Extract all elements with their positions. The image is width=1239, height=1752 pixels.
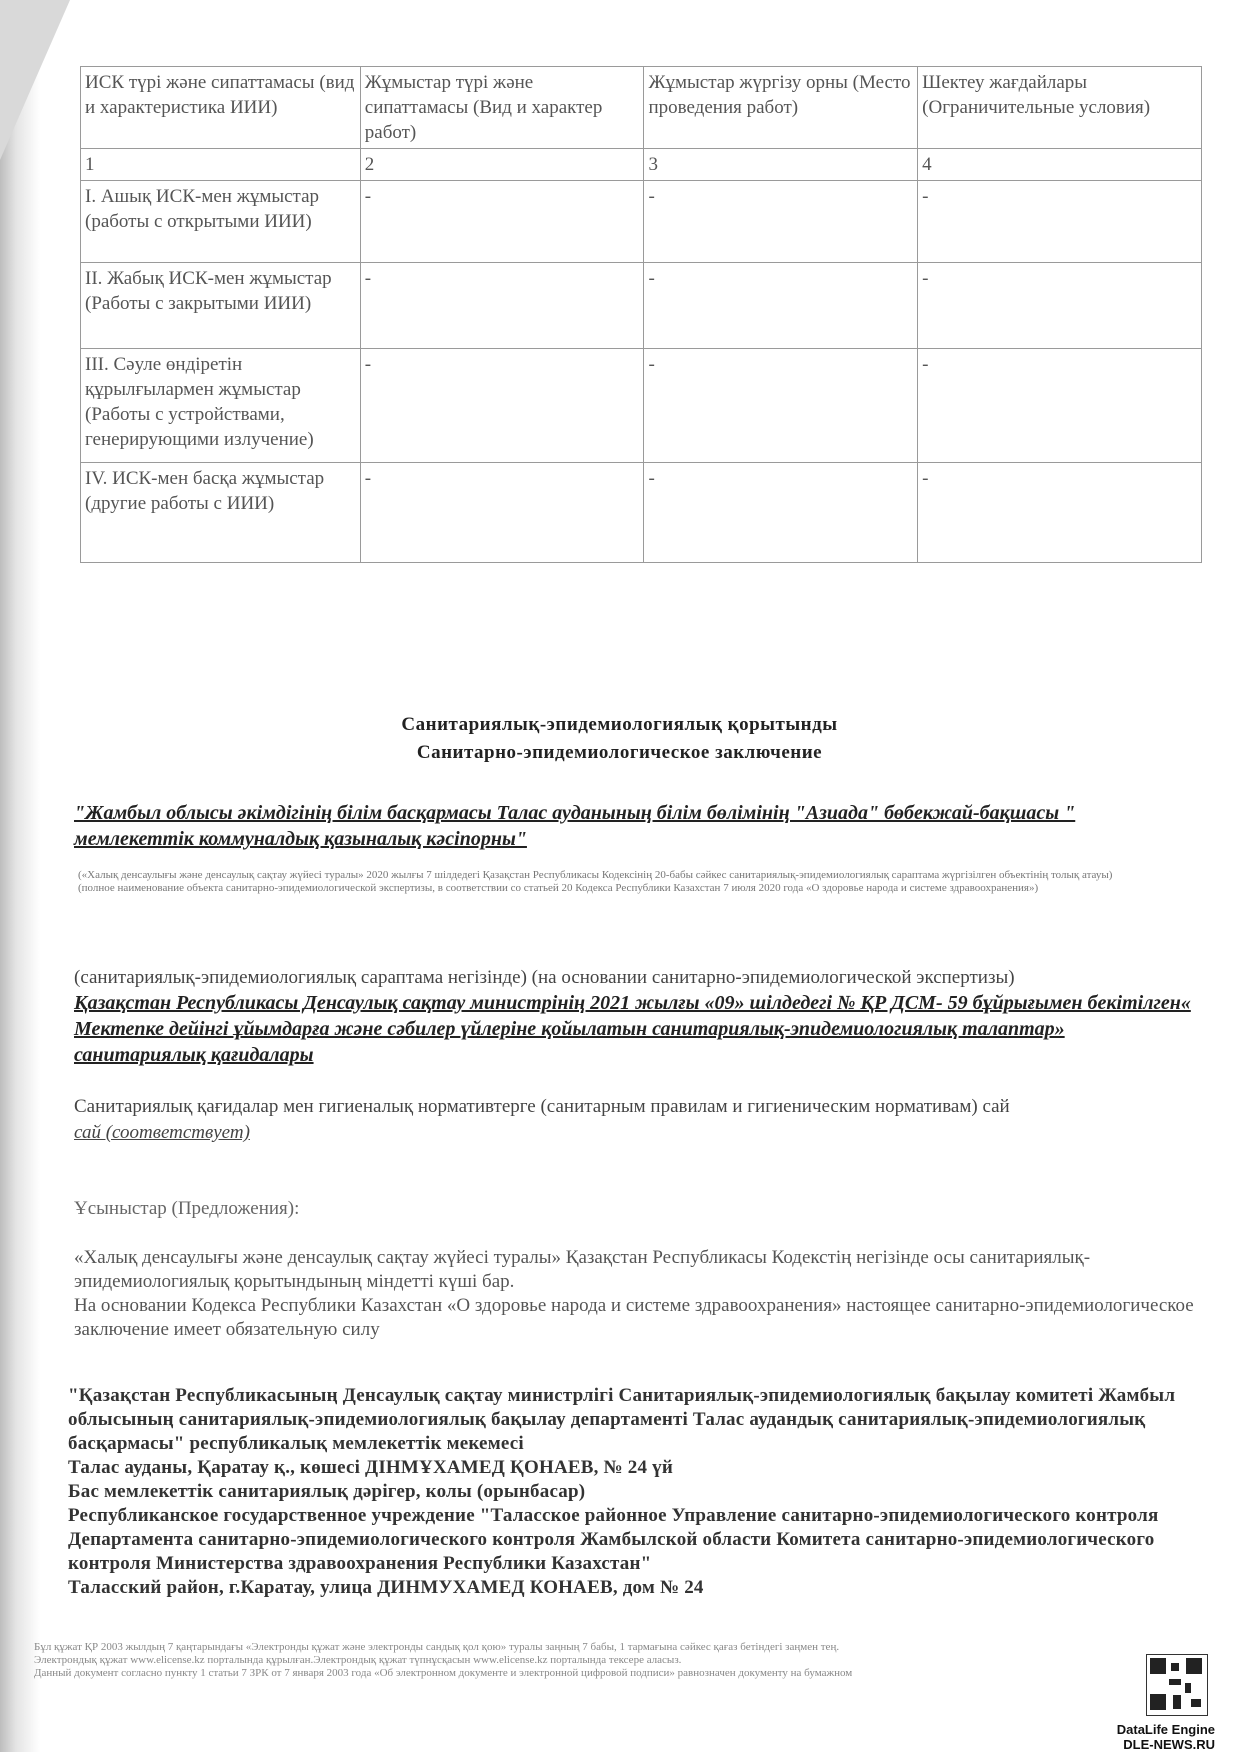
legal-footer [34, 1641, 1134, 1680]
header-source-type: ИСК түрі және сипаттамасы (вид и характеристика ИИИ) [81, 67, 361, 149]
compliance-line: Санитариялық қағидалар мен гигиеналық нормативтерге (санитарным правилам и гигиеническим нормативам) сай [74, 1096, 1010, 1117]
header-work-location: Жұмыстар жүргізу орны (Место проведения работ) [644, 67, 918, 149]
basis-line: (санитариялық-эпидемиологиялық сараптама негізінде) (на основании санитарно-эпидемиологической экспертизы) [74, 967, 1015, 988]
compliance-block [74, 1094, 1194, 1146]
scan-fold-shadow [0, 0, 40, 1752]
table-cell: - [360, 463, 644, 563]
note-ru: (полное наименование объекта санитарно-эпидемиологической экспертизы, в соответствии со статьей 20 Кодекса Республики Казахстан 7 июля 2020 года «О здоровье народа и системе здравоохранения») [78, 882, 1039, 894]
object-name-note [78, 869, 1198, 895]
table-cell: - [644, 463, 918, 563]
issuing-authority [68, 1384, 1208, 1600]
proposals-ru: На основании Кодекса Республики Казахстан «О здоровье народа и системе здравоохранения» настоящее санитарно-эпидемиологическое заключение имеет обязательную силу [74, 1295, 1194, 1340]
header-restrictions: Шектеу жағдайлары (Ограничительные условия) [918, 67, 1202, 149]
table-cell: - [644, 263, 918, 349]
address-kz: Талас ауданы, Қаратау қ., көшесі ДІНМҰХАМЕД ҚОНАЕВ, № 24 үй [68, 1457, 673, 1478]
proposals-kz: «Халық денсаулығы және денсаулық сақтау жүйесі туралы» Қазақстан Республикасы Кодекстің негізінде осы санитариялық-эпидемиологиялық қорытындының міндетті күші бар. [74, 1247, 1091, 1292]
column-number: 4 [918, 149, 1202, 181]
proposals-body [74, 1246, 1194, 1342]
authority-ru: Республиканское государственное учреждение "Таласское районное Управление санитарно-эпидемиологического контроля Департамента санитарно-эпидемиологического контроля Жамбылской области Комитета санитарно-эпидемиологического контроля Министерства здравоохранения Республики Казахстан" [68, 1505, 1159, 1574]
compliance-value: сай (соответствует) [74, 1122, 250, 1143]
footer-line: Электрондық құжат www.elicense.kz порталында құрылған.Электрондық құжат түпнұсқасын www.elicense.kz порталында тексере аласыз. [34, 1654, 682, 1666]
signatory-position: Бас мемлекеттік санитариялық дәрігер, колы (орынбасар) [68, 1481, 586, 1502]
table-cell: - [360, 181, 644, 263]
object-name: "Жамбыл облысы әкімдігінің білім басқармасы Талас ауданының білім бөлімінің "Азиада" бөбекжай-бақшасы " мемлекеттік коммуналдық қазыналық кәсіпорны" [74, 802, 1076, 850]
column-number: 2 [360, 149, 644, 181]
document-title-ru: Санитарно-эпидемиологическое заключение [416, 742, 823, 763]
row-label: III. Сәуле өндіретін құрылғылармен жұмыстар (Работы с устройствами, генерирующими излучение) [81, 349, 361, 463]
row-label: II. Жабық ИСК-мен жұмыстар (Работы с закрытыми ИИИ) [81, 263, 361, 349]
folded-corner [0, 0, 70, 160]
table-cell: - [918, 463, 1202, 563]
table-row [81, 463, 1202, 563]
column-number: 1 [81, 149, 361, 181]
table-cell: - [644, 181, 918, 263]
watermark-line: DLE-NEWS.RU [1123, 1737, 1215, 1752]
expertise-basis [74, 966, 1194, 1068]
row-label: I. Ашық ИСК-мен жұмыстар (работы с открытыми ИИИ) [81, 181, 361, 263]
address-ru: Таласский район, г.Каратау, улица ДИНМУХАМЕД КОНАЕВ, дом № 24 [68, 1577, 704, 1598]
table-row [81, 349, 1202, 463]
authority-kz: "Қазақстан Республикасының Денсаулық сақтау министрлігі Санитариялық-эпидемиологиялық бақылау комитеті Жамбыл облысының санитариялық-эпидемиологиялық бақылау департаменті Талас аудандық санитариялық-эпидемиологиялық басқармасы" республикалық мемлекеттік мекемесі [68, 1385, 1176, 1454]
footer-line: Бұл құжат ҚР 2003 жылдың 7 қаңтарындағы «Электронды құжат және электронды сандық қол қою» туралы заңның 7 бабы, 1 тармағына сәйкес қағаз бетіндегі заңмен тең. [34, 1641, 840, 1653]
table-cell: - [918, 181, 1202, 263]
basis-rule: Қазақстан Республикасы Денсаулық сақтау министрінің 2021 жылғы «09» шілдедегі № ҚР ДСМ- 59 бұйрығымен бекітілген« Мектепке дейінгі ұйымдарға және сәбилер үйлеріне қойылатын санитариялық-эпидемиологиялық талаптар» санитариялық қағидалары [74, 992, 1191, 1066]
footer-line: Данный документ согласно пункту 1 статьи 7 ЗРК от 7 января 2003 года «Об электронном документе и электронной цифровой подписи» равнозначен документу на бумажном [34, 1667, 853, 1679]
radiation-sources-table [80, 66, 1202, 563]
table-cell: - [918, 349, 1202, 463]
watermark-line: DataLife Engine [1116, 1722, 1215, 1737]
table-cell: - [360, 349, 644, 463]
table-cell: - [644, 349, 918, 463]
document-title-kz: Санитариялық-эпидемиологиялық қорытынды [401, 714, 838, 735]
header-work-type: Жұмыстар түрі және сипаттамасы (Вид и характер работ) [360, 67, 644, 149]
qr-code-icon [1146, 1654, 1208, 1716]
column-number: 3 [644, 149, 918, 181]
table-header-row [81, 67, 1202, 149]
proposals-heading: Ұсыныстар (Предложения): [74, 1198, 300, 1219]
table-cell: - [918, 263, 1202, 349]
note-kz: («Халық денсаулығы және денсаулық сақтау жүйесі туралы» 2020 жылғы 7 шілдедегі Қазақстан Республикасы Кодексінің 20-бабы сәйкес санитариялық-эпидемиологиялық сараптама жүргізілген объектінің толық атауы) [78, 869, 1113, 881]
table-row [81, 181, 1202, 263]
table-cell: - [360, 263, 644, 349]
row-label: IV. ИСК-мен басқа жұмыстар (другие работы с ИИИ) [81, 463, 361, 563]
table-number-row [81, 149, 1202, 181]
table-row [81, 263, 1202, 349]
